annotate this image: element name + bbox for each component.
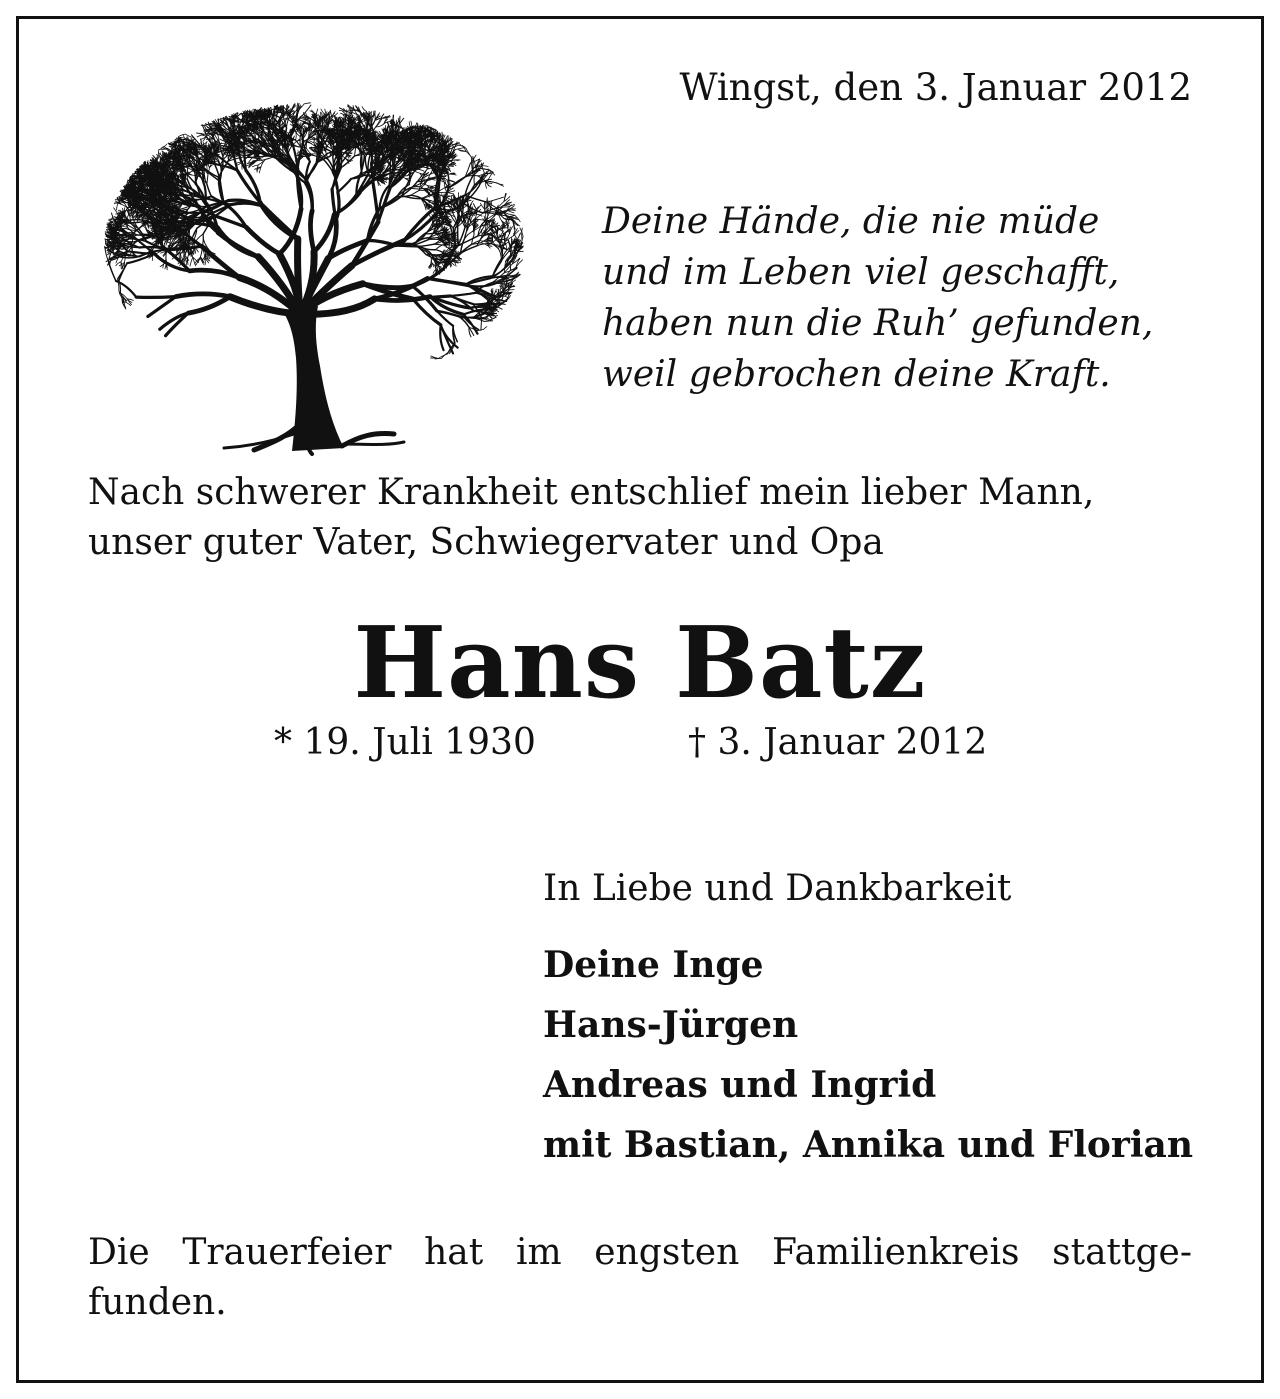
tree-branch	[184, 243, 185, 254]
tree-branch	[298, 239, 300, 314]
tree-branch	[179, 134, 186, 136]
tree-branch	[306, 183, 313, 211]
tree-branch	[207, 184, 212, 196]
tree-branch	[310, 211, 314, 252]
tree-illustration-icon	[104, 96, 524, 456]
tree-branch	[304, 103, 310, 104]
tree-branch	[246, 227, 279, 254]
tree-branch	[263, 206, 298, 239]
tree-branch	[117, 255, 140, 257]
tree-branch	[185, 172, 196, 184]
tree-branch	[302, 136, 303, 149]
tree-branch	[156, 159, 157, 166]
place-date: Wingst, den 3. Januar 2012	[679, 66, 1192, 109]
tree-branch	[207, 174, 208, 184]
tree-branch	[114, 208, 118, 215]
tree-branch	[309, 130, 310, 138]
tree-branch	[257, 165, 258, 171]
tree-branch	[191, 206, 207, 207]
tree-branch	[190, 257, 193, 266]
tree-branch	[138, 176, 144, 177]
tree-branch	[208, 163, 209, 167]
tree-branch	[253, 165, 259, 167]
tree-branch	[282, 147, 283, 158]
